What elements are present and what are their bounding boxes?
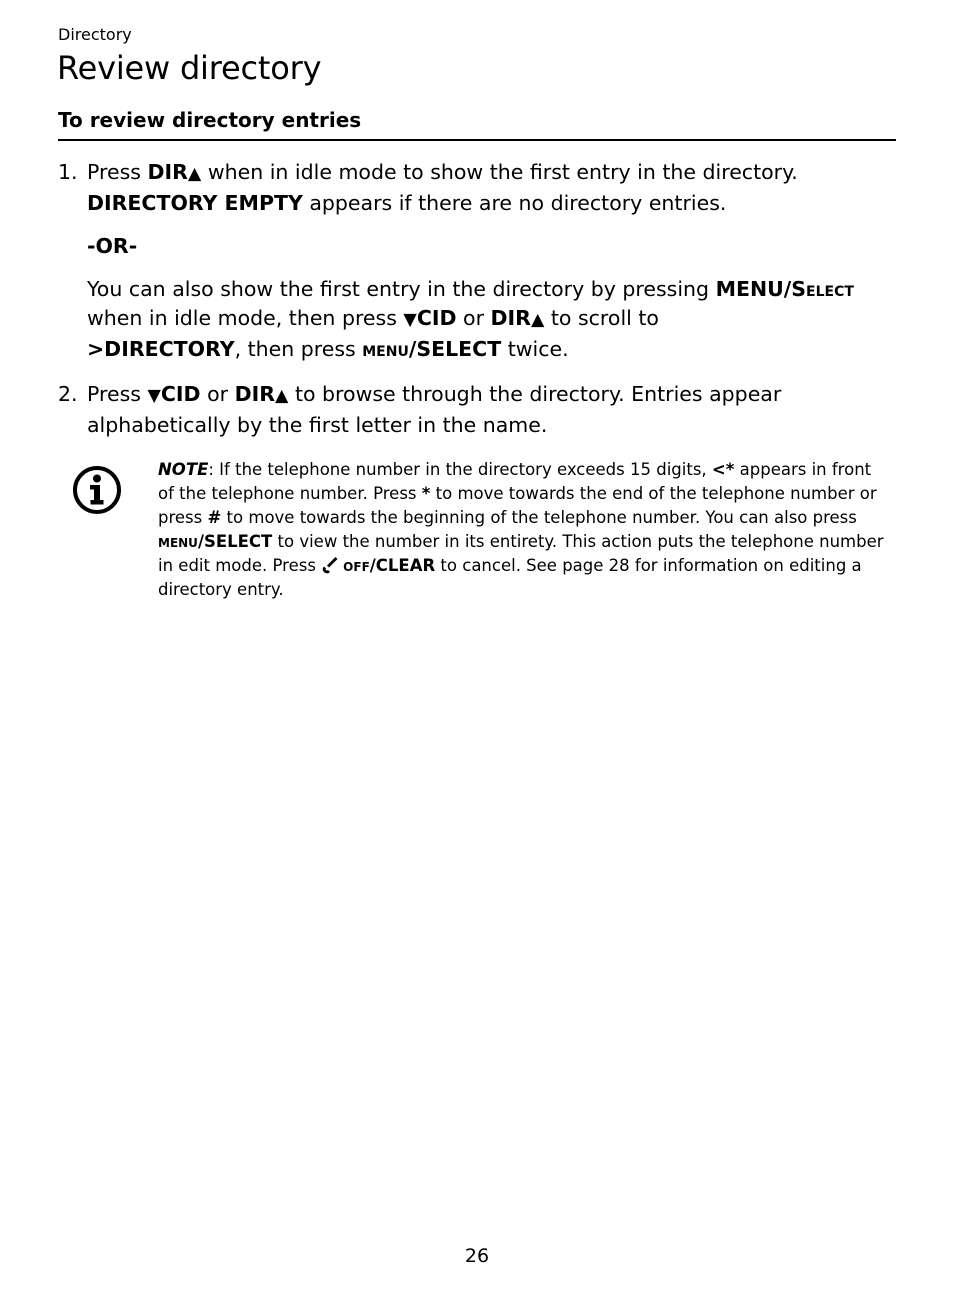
text: to cancel. See page 28 for information on editing a directory entry. — [158, 556, 862, 599]
note-text — [158, 458, 888, 602]
star-key: * — [421, 484, 431, 503]
text: or — [456, 306, 491, 330]
text: appears if there are no directory entries. — [302, 191, 727, 215]
text: , then press — [234, 337, 363, 361]
text: to move towards the beginning of the telephone number. You can also press — [221, 508, 857, 527]
text: You can also show the first entry in the directory by pressing — [87, 277, 716, 301]
text: appears in front of the telephone number. Press — [158, 460, 872, 503]
breadcrumb: Directory — [58, 25, 132, 44]
section-heading: To review directory entries — [58, 108, 362, 132]
step-number: 2. — [58, 382, 78, 406]
text: Press — [87, 160, 148, 184]
text: or — [200, 382, 235, 406]
info-icon — [73, 466, 121, 514]
step-2 — [58, 380, 898, 440]
dir-key: DIR — [147, 160, 188, 184]
page-title: Review directory — [57, 49, 322, 87]
note-label: NOTE — [158, 460, 209, 479]
step-paragraph — [87, 380, 898, 440]
lt-star-key: <* — [711, 460, 735, 479]
select-key: Select — [791, 277, 854, 301]
menu-key: menu — [158, 532, 198, 551]
menu-key: MENU/ — [715, 277, 792, 301]
page-number: 26 — [464, 1245, 490, 1267]
select-key: /SELECT — [408, 337, 502, 361]
up-arrow-icon: ▲ — [530, 310, 545, 330]
text: Press — [87, 382, 148, 406]
cid-key: CID — [416, 306, 457, 330]
steps-list — [58, 158, 898, 440]
cid-key: CID — [160, 382, 201, 406]
off-key: off — [343, 556, 370, 575]
clear-key: /CLEAR — [369, 556, 436, 575]
hash-key: # — [207, 508, 222, 527]
select-key: /SELECT — [197, 532, 273, 551]
directory-menu-label: >DIRECTORY — [87, 337, 235, 361]
or-separator: -OR- — [87, 234, 138, 258]
text: to move towards the end of the telephone number or press — [158, 484, 877, 527]
menu-key: menu — [362, 337, 409, 361]
text: to view the number in its entirety. This action puts the telephone number in edit mode. Press — [158, 532, 884, 575]
text: twice. — [501, 337, 569, 361]
directory-empty-label: DIRECTORY EMPTY — [87, 191, 303, 215]
text: : If the telephone number in the directory exceeds 15 digits, — [208, 460, 712, 479]
text: when in idle mode to show the first entry in the directory. — [201, 160, 798, 184]
section-rule — [58, 139, 896, 141]
up-arrow-icon: ▲ — [187, 164, 202, 184]
step-number: 1. — [58, 160, 78, 184]
up-arrow-icon: ▲ — [275, 386, 289, 406]
text: to scroll to — [544, 306, 659, 330]
dir-key: DIR — [490, 306, 531, 330]
down-arrow-icon: ▼ — [403, 310, 417, 330]
dir-key: DIR — [234, 382, 276, 406]
text: when in idle mode, then press — [87, 306, 404, 330]
step-1 — [58, 158, 898, 364]
step-body — [87, 380, 898, 440]
step-body — [87, 158, 898, 364]
down-arrow-icon: ▼ — [147, 386, 161, 406]
phone-off-icon — [321, 556, 341, 574]
step-paragraph — [87, 158, 898, 218]
text: to browse through the directory. Entries appear alphabetically by the first letter in the name. — [87, 382, 782, 437]
step-paragraph — [87, 275, 898, 364]
